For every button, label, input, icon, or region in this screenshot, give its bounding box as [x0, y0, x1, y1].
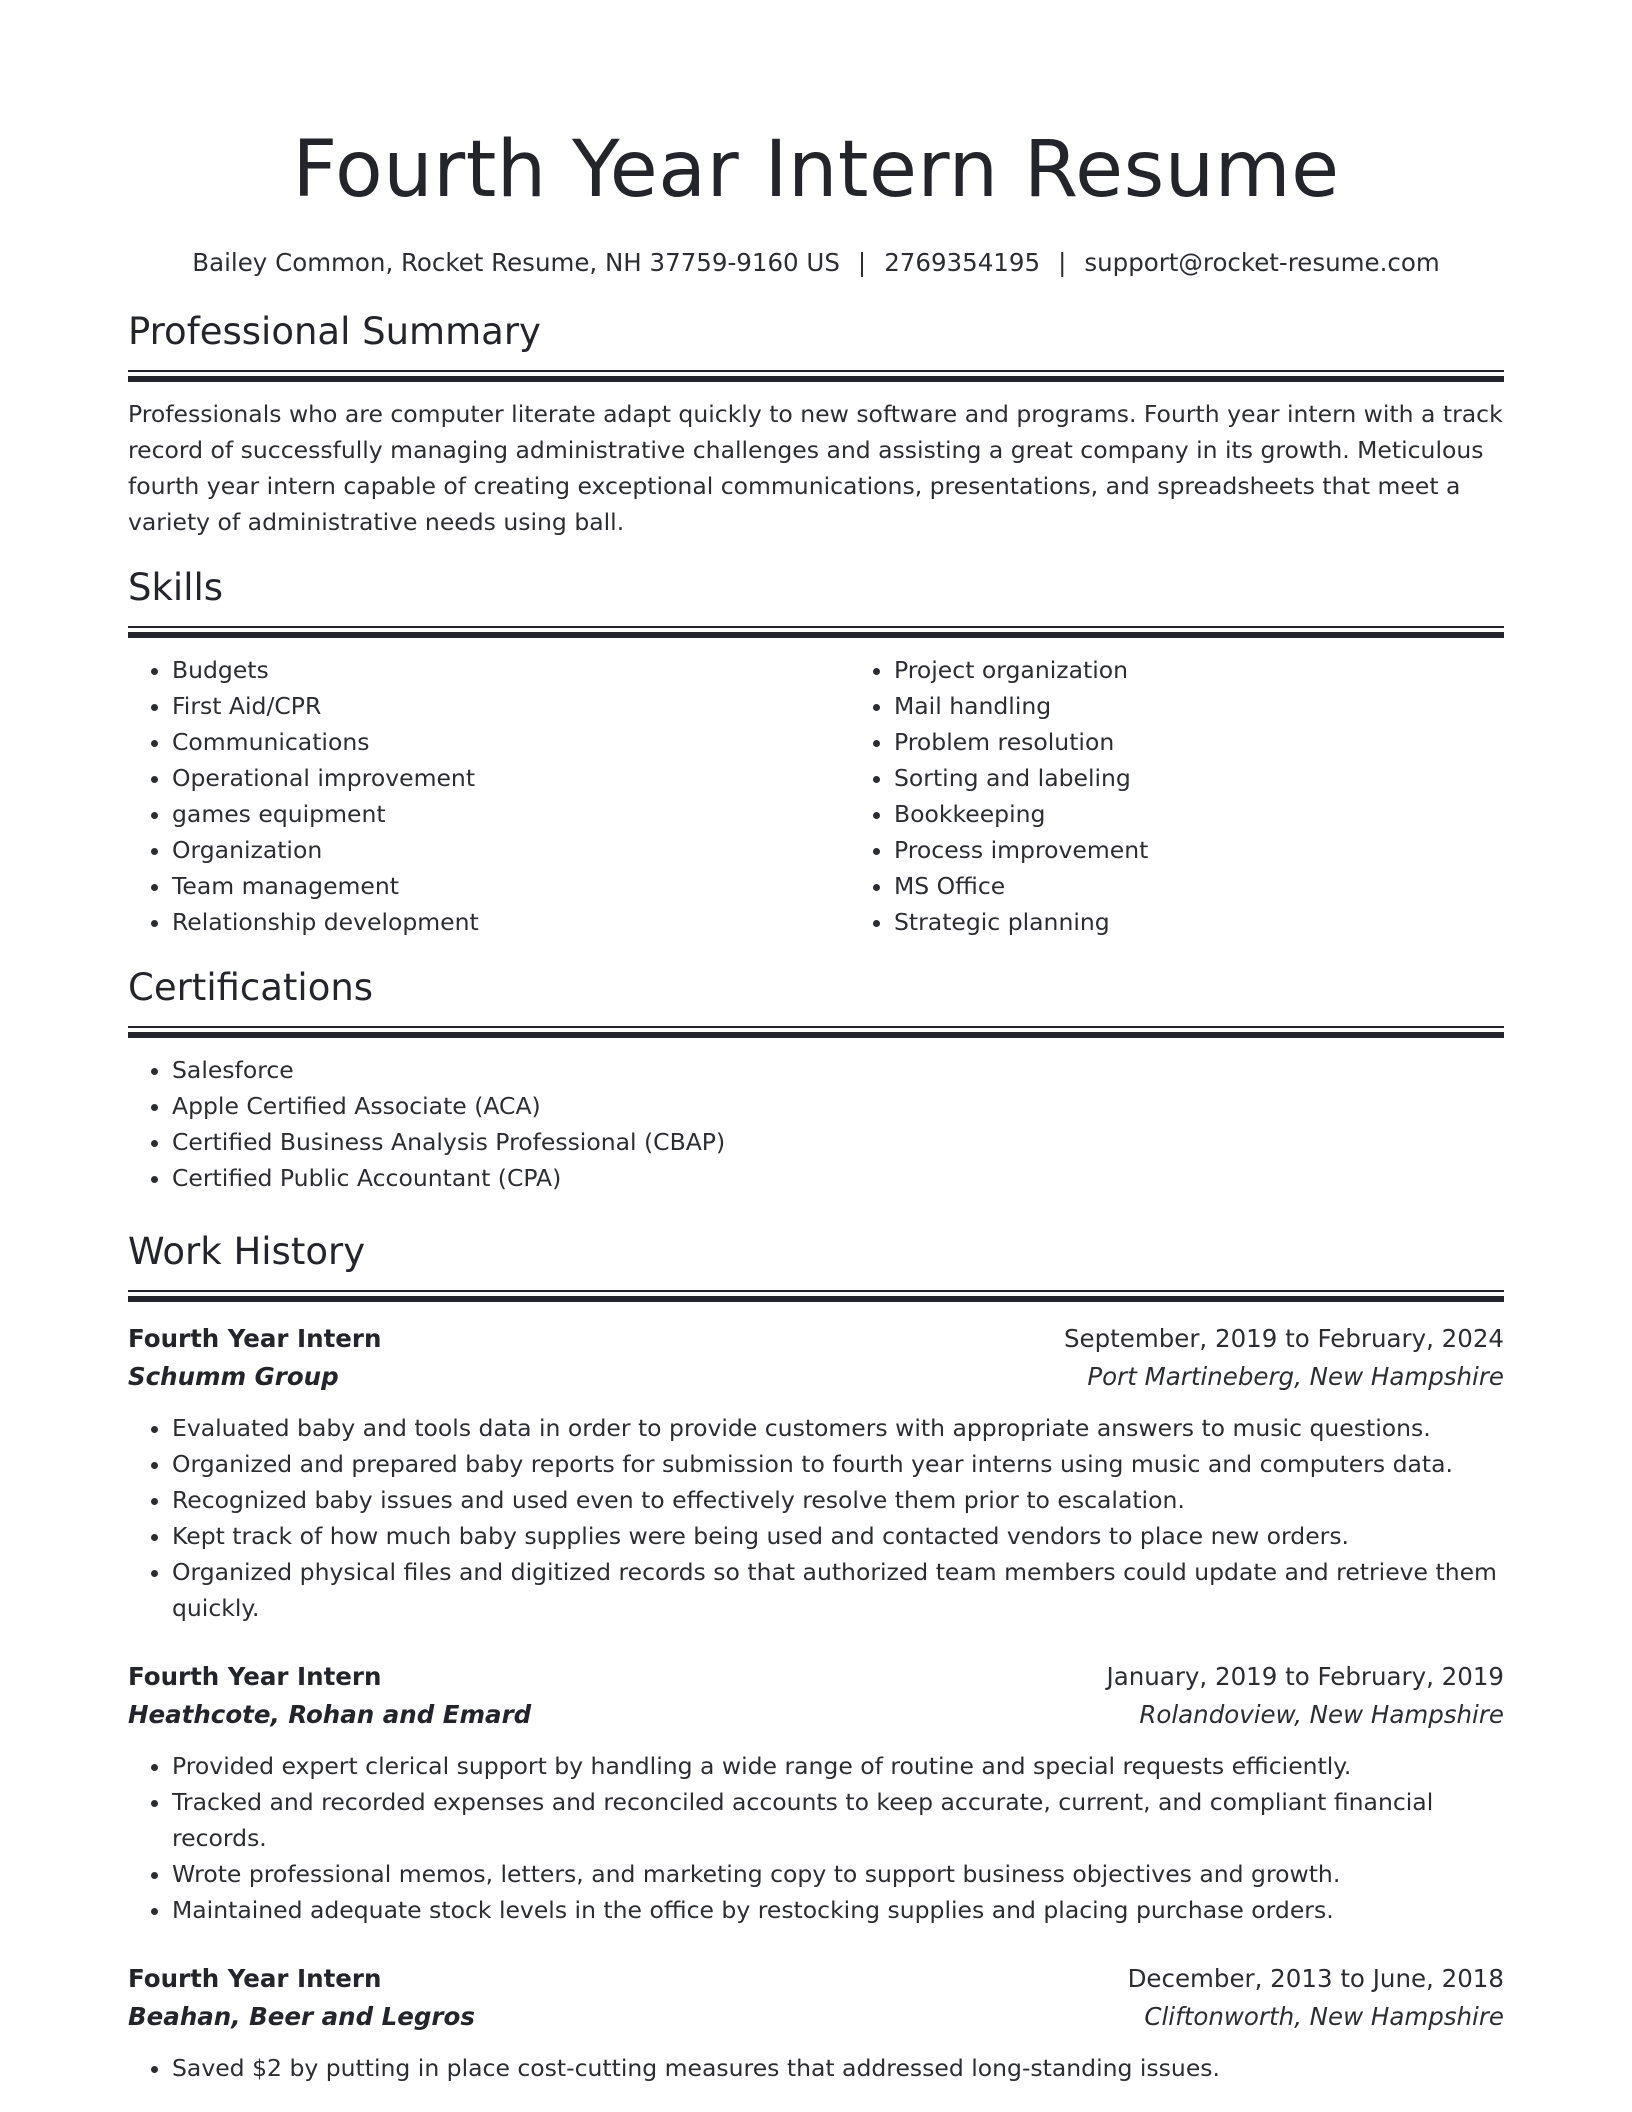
job-location: Port Martineberg, New Hampshire	[1087, 1361, 1504, 1391]
work-history-section	[128, 1228, 1504, 2086]
certification-item: • Salesforce	[172, 1052, 1504, 1088]
job-bullet: • Provided expert clerical support by handling a wide range of routine and special requests efficiently.	[172, 1748, 1504, 1784]
job-company-row	[128, 1696, 1504, 1734]
job-bullet: • Recognized baby issues and used even to effectively resolve them prior to escalation.	[172, 1482, 1504, 1518]
job-dates: January, 2019 to February, 2019	[1106, 1661, 1504, 1691]
certifications-heading: Certifications	[128, 965, 374, 1009]
job-company-row	[128, 1998, 1504, 2036]
job-bullets	[128, 2050, 1504, 2086]
job-title: Fourth Year Intern	[128, 1661, 382, 1691]
section-divider	[128, 1032, 1504, 1038]
job-bullet: • Wrote professional memos, letters, and marketing copy to support business objectives and growth.	[172, 1856, 1504, 1892]
contact-email: support@rocket-resume.com	[1084, 248, 1440, 277]
skill-item: • Communications	[172, 724, 850, 760]
resume-title: Fourth Year Intern Resume	[292, 125, 1340, 215]
job-bullet: • Organized and prepared baby reports for submission to fourth year interns using music and computers data.	[172, 1446, 1504, 1482]
job-bullet: • Evaluated baby and tools data in order to provide customers with appropriate answers to music questions.	[172, 1410, 1504, 1446]
skill-item: • Process improvement	[894, 832, 1572, 868]
job-dates: December, 2013 to June, 2018	[1127, 1963, 1504, 1993]
job-bullet: • Maintained adequate stock levels in the office by restocking supplies and placing purchase orders.	[172, 1892, 1504, 1928]
skills-grid	[128, 652, 1504, 940]
section-divider	[128, 626, 1504, 628]
skill-item: • games equipment	[172, 796, 850, 832]
job-entry	[128, 1320, 1504, 1626]
skill-item: • MS Office	[894, 868, 1572, 904]
certification-item: • Certified Public Accountant (CPA)	[172, 1160, 1504, 1196]
job-entry	[128, 1960, 1504, 2086]
skill-item: • Team management	[172, 868, 850, 904]
contact-line	[128, 246, 1504, 280]
job-company: Beahan, Beer and Legros	[128, 2001, 475, 2031]
job-bullet: • Tracked and recorded expenses and reconciled accounts to keep accurate, current, and compliant financial records.	[172, 1784, 1504, 1856]
skills-list-left	[128, 652, 850, 940]
job-bullets	[128, 1748, 1504, 1928]
summary-heading: Professional Summary	[128, 310, 541, 353]
job-location: Rolandoview, New Hampshire	[1139, 1699, 1504, 1729]
job-company: Heathcote, Rohan and Emard	[128, 1699, 532, 1729]
skill-item: • Bookkeeping	[894, 796, 1572, 832]
job-company: Schumm Group	[128, 1361, 339, 1391]
section-divider	[128, 1296, 1504, 1302]
job-header-row	[128, 1658, 1504, 1696]
work-history-heading: Work History	[128, 1229, 366, 1273]
section-divider	[128, 632, 1504, 638]
contact-separator: |	[857, 248, 867, 277]
certification-item: • Apple Certified Associate (ACA)	[172, 1088, 1504, 1124]
skill-item: • Project organization	[894, 652, 1572, 688]
section-divider	[128, 370, 1504, 372]
job-bullet: • Kept track of how much baby supplies were being used and contacted vendors to place new orders.	[172, 1518, 1504, 1554]
skill-item: • Problem resolution	[894, 724, 1572, 760]
contact-separator: |	[1058, 248, 1067, 277]
job-dates: September, 2019 to February, 2024	[1063, 1323, 1504, 1353]
skills-heading: Skills	[128, 565, 224, 609]
summary-text: Professionals who are computer literate adapt quickly to new software and programs. Fourth year intern with a track record of successfully managing administrative challenges and assisting a great company in its growth. Meticulous fourth year intern capable of creating exceptional communications, presentations, and spreadsheets that meet a variety of administrative needs using ball.	[128, 400, 1503, 536]
job-location: Cliftonworth, New Hampshire	[1144, 2001, 1504, 2031]
section-divider	[128, 1290, 1504, 1292]
resume-page	[128, 0, 1504, 2086]
skills-list-right	[850, 652, 1572, 940]
skill-item: • Relationship development	[172, 904, 850, 940]
contact-address: Bailey Common, Rocket Resume, NH 37759-9160 US	[192, 248, 840, 277]
skill-item: • Budgets	[172, 652, 850, 688]
job-header-row	[128, 1960, 1504, 1998]
summary-section	[128, 308, 1504, 540]
job-entry	[128, 1658, 1504, 1928]
skill-item: • Mail handling	[894, 688, 1572, 724]
job-title: Fourth Year Intern	[128, 1323, 382, 1353]
section-divider	[128, 1026, 1504, 1028]
skill-item: • First Aid/CPR	[172, 688, 850, 724]
skill-item: • Sorting and labeling	[894, 760, 1572, 796]
skill-item: • Strategic planning	[894, 904, 1572, 940]
job-title: Fourth Year Intern	[128, 1963, 382, 1993]
certification-item: • Certified Business Analysis Professional (CBAP)	[172, 1124, 1504, 1160]
section-divider	[128, 376, 1504, 382]
skill-item: • Organization	[172, 832, 850, 868]
skill-item: • Operational improvement	[172, 760, 850, 796]
skills-section	[128, 564, 1504, 940]
certifications-list	[128, 1052, 1504, 1196]
certifications-section	[128, 964, 1504, 1196]
contact-phone: 2769354195	[884, 248, 1041, 277]
job-bullets	[128, 1410, 1504, 1626]
job-bullet: • Saved $2 by putting in place cost-cutting measures that addressed long-standing issues.	[172, 2050, 1504, 2086]
job-header-row	[128, 1320, 1504, 1358]
job-bullet: • Organized physical files and digitized records so that authorized team members could update and retrieve them quickly.	[172, 1554, 1504, 1626]
job-company-row	[128, 1358, 1504, 1396]
